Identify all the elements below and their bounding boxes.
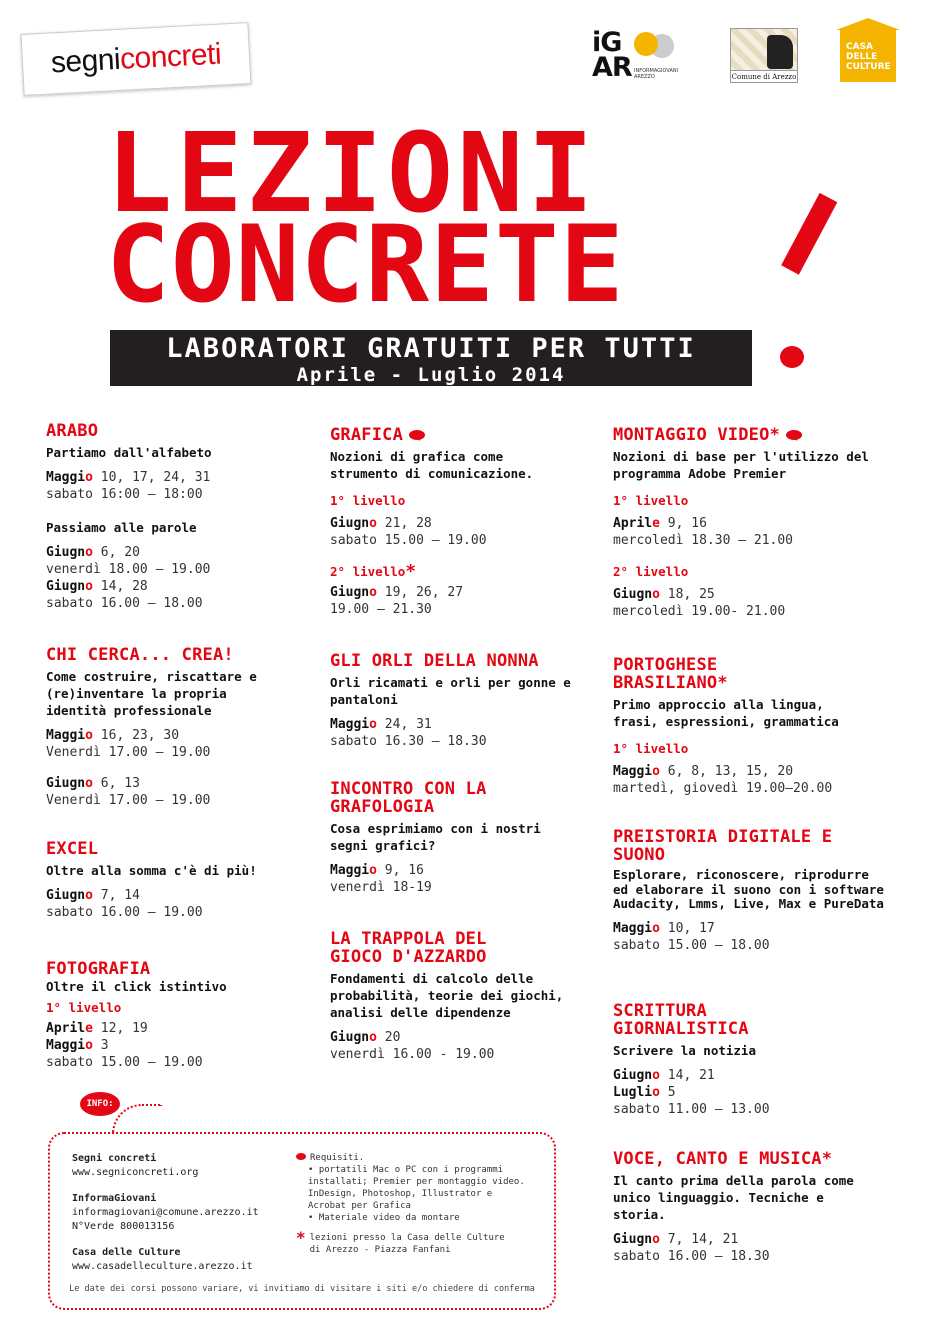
course-desc: Passiamo alle parole — [46, 520, 197, 535]
days: 7, 14, 21 — [659, 1232, 739, 1247]
month-accent: o — [85, 470, 93, 485]
time: sabato 16.00 – 18.00 — [46, 596, 203, 611]
course-preistoria — [613, 828, 913, 954]
days: 3 — [92, 1038, 109, 1053]
exclamation-dot — [780, 346, 804, 368]
month-accent: o — [369, 585, 377, 600]
month: Maggi — [46, 470, 86, 485]
course-arabo — [46, 422, 346, 612]
time: martedì, giovedì 19.00–20.00 — [613, 781, 833, 796]
days: 7, 14 — [92, 888, 140, 903]
month-accent: o — [85, 579, 93, 594]
course-title-line2: GRAFOLOGIA — [330, 797, 435, 817]
month-accent: e — [85, 1021, 93, 1036]
horse-crest-icon — [767, 35, 793, 69]
month: Maggi — [46, 728, 86, 743]
time: sabato 16.00 – 18.30 — [613, 1249, 770, 1264]
month-accent: o — [652, 1085, 660, 1100]
time: sabato 11.00 – 13.00 — [613, 1102, 770, 1117]
month: Lugli — [613, 1085, 653, 1100]
course-title: ARABO — [46, 421, 99, 441]
contact-heading: Casa delle Culture — [72, 1247, 181, 1258]
course-azzardo — [330, 930, 630, 1063]
course-title-line1: INCONTRO CON LA — [330, 779, 487, 799]
days: 16, 23, 30 — [92, 728, 180, 743]
time: sabato 15.00 – 19.00 — [330, 533, 487, 548]
course-title-line1: LA TRAPPOLA DEL — [330, 929, 487, 949]
days: 14, 28 — [92, 579, 148, 594]
course-title: GRAFICA — [330, 425, 404, 445]
course-level: 2° livello — [613, 564, 689, 579]
requirement-item: • portatili Mac o PC con i programmi installati; Premier per montaggio video. InDesign, Photoshop, Illustrator e Acrobat per Grafica — [308, 1164, 526, 1212]
course-grafologia — [330, 780, 630, 896]
time: venerdì 16.00 - 19.00 — [330, 1047, 495, 1062]
info-callout-tail — [112, 1104, 162, 1134]
month-accent: e — [652, 516, 660, 531]
casa-delle-culture-logo — [840, 28, 896, 82]
speech-bubble-icon — [409, 430, 425, 440]
days: 24, 31 — [376, 717, 432, 732]
course-desc: Oltre il click istintivo — [46, 979, 227, 994]
time: sabato 16.00 – 19.00 — [46, 905, 203, 920]
brand-part2: concreti — [119, 37, 222, 76]
course-title-line2: GIORNALISTICA — [613, 1019, 749, 1039]
course-title: MONTAGGIO VIDEO* — [613, 425, 780, 445]
course-desc: Cosa esprimiamo con i nostri segni grafici? — [330, 821, 541, 853]
month-accent: o — [369, 516, 377, 531]
month: Giugn — [46, 776, 86, 791]
subtitle-band — [110, 330, 752, 386]
course-desc: Partiamo dall'alfabeto — [46, 445, 212, 460]
month: Giugn — [613, 1068, 653, 1083]
course-voce — [613, 1150, 913, 1265]
days: 6, 20 — [92, 545, 140, 560]
course-title-line2: BRASILIANO* — [613, 673, 728, 693]
segni-concreti-logo — [21, 22, 252, 96]
month: Maggi — [330, 717, 370, 732]
month-accent: o — [652, 1068, 660, 1083]
course-desc: Nozioni di base per l'utilizzo del programma Adobe Premier — [613, 449, 869, 481]
contact-heading: Segni concreti — [72, 1153, 157, 1164]
course-chi-cerca — [46, 646, 346, 809]
contact-email[interactable]: informagiovani@comune.arezzo.it — [72, 1207, 259, 1218]
month-accent: o — [369, 863, 377, 878]
days: 12, 19 — [92, 1021, 148, 1036]
days: 18, 25 — [659, 587, 715, 602]
course-montaggio — [613, 426, 913, 620]
course-desc: Esplorare, riconoscere, riprodurre ed elaborare il suono con i software Audacity, Lmms, Live, Max e PureData — [613, 867, 884, 911]
course-desc: Il canto prima della parola come unico linguaggio. Tecniche e storia. — [613, 1173, 854, 1222]
brand-part1: segni — [50, 42, 121, 80]
course-title: VOCE, CANTO E MUSICA* — [613, 1149, 833, 1169]
contact-link[interactable]: www.segniconcreti.org — [72, 1167, 199, 1178]
comune-arezzo-logo — [730, 28, 798, 83]
month-accent: o — [652, 920, 660, 936]
month-accent: o — [85, 1038, 93, 1053]
month: Giugn — [46, 579, 86, 594]
edition-label: 2° Edizione — [805, 253, 851, 325]
course-title-line2: GIOCO D'AZZARDO — [330, 947, 487, 967]
contact-heading: InformaGiovani — [72, 1193, 157, 1204]
days: 21, 28 — [376, 516, 432, 531]
contact-phone: N°Verde 800013156 — [72, 1221, 175, 1232]
month: Giugn — [613, 1232, 653, 1247]
month-accent: o — [652, 587, 660, 602]
month: Giugn — [330, 516, 370, 531]
month-accent: o — [652, 764, 660, 779]
time: mercoledì 19.00- 21.00 — [613, 604, 786, 619]
days: 10, 17 — [659, 920, 715, 936]
course-portoghese — [613, 656, 913, 797]
subtitle-line2: Aprile - Luglio 2014 — [296, 364, 566, 386]
course-orli — [330, 652, 630, 750]
days: 5 — [659, 1085, 676, 1100]
igar-logo-sub: INFORMAGIOVANI AREZZO — [634, 68, 679, 80]
days: 19, 26, 27 — [376, 585, 464, 600]
info-badge: INFO: — [80, 1092, 120, 1116]
requirement-item: • Materiale video da montare — [308, 1212, 526, 1224]
time: sabato 15.00 – 18.00 — [613, 937, 770, 953]
month-accent: o — [85, 776, 93, 791]
exclamation-bar — [781, 193, 837, 275]
course-level: 1° livello — [613, 741, 689, 756]
info-requirements — [296, 1152, 526, 1256]
month: Maggi — [330, 863, 370, 878]
course-level: 1° livello — [613, 493, 689, 508]
time: sabato 16:00 – 18:00 — [46, 487, 203, 502]
casa-line1: CASA DELLE — [846, 42, 878, 62]
course-desc: Come costruire, riscattare e (re)inventare la propria identità professionale — [46, 669, 257, 718]
course-level: 1° livello — [46, 1000, 122, 1015]
info-contacts — [72, 1152, 292, 1274]
days: 20 — [376, 1030, 401, 1045]
course-title-line1: SCRITTURA — [613, 1001, 707, 1021]
course-desc: Orli ricamati e orli per gonne e pantaloni — [330, 675, 571, 707]
time: mercoledì 18.30 – 21.00 — [613, 533, 794, 548]
main-title-line1: LEZIONI — [106, 109, 598, 237]
month-accent: o — [652, 1232, 660, 1247]
course-title: GLI ORLI DELLA NONNA — [330, 651, 539, 671]
month-accent: o — [369, 717, 377, 732]
course-title: EXCEL — [46, 839, 99, 859]
month: Giugn — [330, 1030, 370, 1045]
asterisk-icon: * — [296, 1228, 306, 1247]
month-accent: o — [85, 728, 93, 743]
time: venerdì 18-19 — [330, 880, 432, 895]
roof-icon — [836, 18, 900, 30]
month: Giugn — [46, 545, 86, 560]
course-level: 2° livello — [330, 564, 406, 579]
casa-line2: CULTURE — [846, 62, 891, 72]
course-title-line1: PORTOGHESE — [613, 655, 718, 675]
month: April — [613, 516, 653, 531]
course-title-line2: SUONO — [613, 845, 666, 865]
days: 10, 17, 24, 31 — [92, 470, 211, 485]
footer-note: Le date dei corsi possono variare, vi invitiamo di visitare i siti e/o chiedere di conferma — [69, 1284, 535, 1294]
course-title: FOTOGRAFIA — [46, 959, 151, 979]
course-desc: Primo approccio alla lingua, frasi, espressioni, grammatica — [613, 697, 839, 729]
days: 9, 16 — [376, 863, 424, 878]
course-excel — [46, 840, 346, 921]
month: Giugn — [46, 888, 86, 903]
month: Maggi — [46, 1038, 86, 1053]
speech-bubble-icon — [786, 430, 802, 440]
speech-bubble-icon — [634, 32, 658, 56]
month: Giugn — [330, 585, 370, 600]
course-title: CHI CERCA... CREA! — [46, 645, 234, 665]
time: Venerdì 17.00 – 19.00 — [46, 793, 211, 808]
time: venerdì 18.00 – 19.00 — [46, 562, 211, 577]
month: Giugn — [613, 587, 653, 602]
course-scrittura — [613, 1002, 913, 1118]
month: Maggi — [613, 764, 653, 779]
course-grafica — [330, 426, 630, 618]
time: Venerdì 17.00 – 19.00 — [46, 745, 211, 760]
comune-caption: Comune di Arezzo — [731, 70, 797, 82]
location-note: lezioni presso la Casa delle Culture di Arezzo - Piazza Fanfani — [309, 1233, 505, 1255]
month: April — [46, 1021, 86, 1036]
days: 6, 13 — [92, 776, 140, 791]
speech-bubble-icon — [296, 1153, 306, 1160]
course-desc: Nozioni di grafica come strumento di comunicazione. — [330, 449, 534, 481]
days: 6, 8, 13, 15, 20 — [659, 764, 794, 779]
course-title-line1: PREISTORIA DIGITALE E — [613, 827, 833, 847]
month: Maggi — [613, 920, 653, 936]
month-accent: o — [85, 888, 93, 903]
course-desc: Fondamenti di calcolo delle probabilità, teorie dei giochi, analisi delle dipendenze — [330, 971, 564, 1020]
main-title-line2: CONCRETE — [106, 203, 625, 326]
course-desc: Oltre alla somma c'è di più! — [46, 863, 257, 878]
contact-link[interactable]: www.casadelleculture.arezzo.it — [72, 1261, 253, 1272]
time: 19.00 – 21.30 — [330, 602, 432, 617]
requirements-title: Requisiti. — [310, 1153, 365, 1163]
course-desc: Scrivere la notizia — [613, 1043, 756, 1058]
month-accent: o — [369, 1030, 377, 1045]
subtitle-line1: LABORATORI GRATUITI PER TUTTI — [166, 333, 696, 364]
course-fotografia — [46, 960, 346, 1071]
days: 14, 21 — [659, 1068, 715, 1083]
course-level: 1° livello — [330, 493, 406, 508]
igar-logo-text: iG AR — [592, 27, 632, 83]
time: sabato 16.30 – 18.30 — [330, 734, 487, 749]
asterisk-icon: * — [405, 561, 417, 582]
informagiovani-logo — [592, 27, 692, 88]
time: sabato 15.00 – 19.00 — [46, 1055, 203, 1070]
month-accent: o — [85, 545, 93, 560]
days: 9, 16 — [659, 516, 707, 531]
